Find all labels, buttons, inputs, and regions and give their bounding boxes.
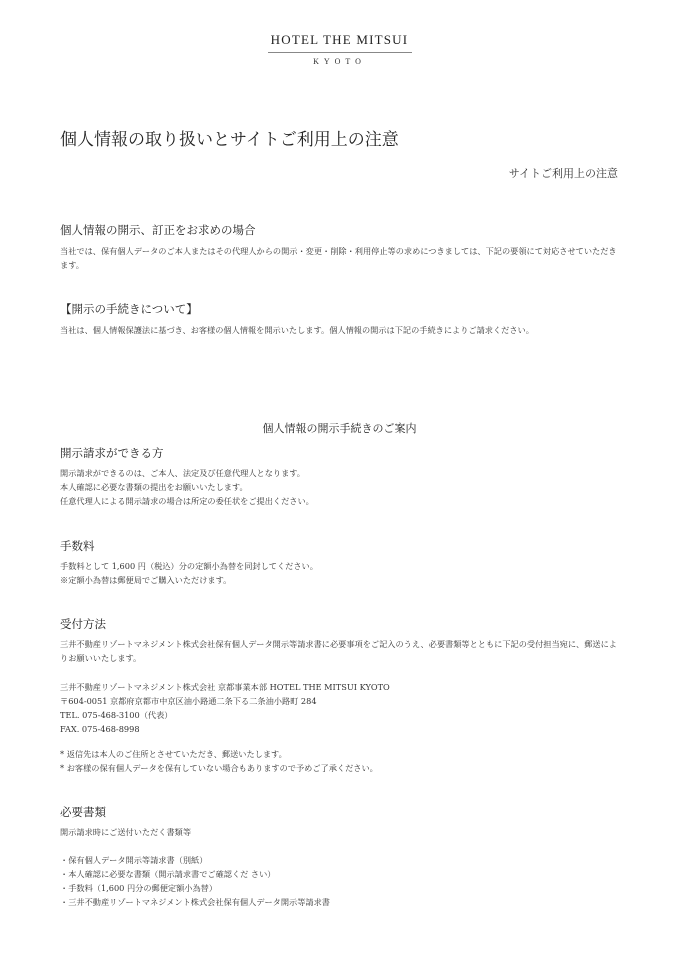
procedure-heading: 【開示の手続きについて】 [60,302,198,316]
who-line: 開示請求ができるのは、ご本人、法定及び任意代理人となります。 [60,468,305,478]
who-line: 本人確認に必要な書類の提出をお願いいたします。 [60,482,248,492]
page-subtitle: サイトご利用上の注意 [508,167,618,180]
procedure-body: 当社は、個人情報保護法に基づき、お客様の個人情報を開示いたします。個人情報の開示は下記の手続きによりご請求ください。 [60,325,534,335]
docs-intro: 開示請求時にご送付いただく書類等 [60,827,192,837]
disclosure-heading: 個人情報の開示、訂正をお求めの場合 [60,223,256,237]
address-line: FAX. 075-468-8998 [60,724,140,734]
page-title: 個人情報の取り扱いとサイトご利用上の注意 [60,130,399,150]
disclosure-body: 当社では、保有個人データのご本人またはその代理人からの開示・変更・削除・利用停止等の求めにつきましては、下記の要領にて対応させていただきます。 [60,246,617,270]
method-note: * 返信先は本人のご住所とさせていただき、郵送いたします。 [60,749,287,759]
docs-item: ・手数料（1,600 円分の郵便定額小為替） [60,883,218,893]
address-line: 三井不動産リゾートマネジメント株式会社 京都事業本部 HOTEL THE MITSUI KYOTO [60,682,390,692]
address-line: 〒604-0051 京都府京都市中京区油小路通二条下る二条油小路町 284 [60,696,317,706]
brand-divider [268,52,412,53]
brand-name: HOTEL THE MITSUI [270,32,409,47]
docs-item: ・保有個人データ開示等請求書（別紙） [60,855,208,865]
who-heading: 開示請求ができる方 [60,446,164,460]
docs-item: ・本人確認に必要な書類（開示請求書でご確認くだ さい） [60,869,276,879]
address-line: TEL. 075-468-3100（代表） [60,710,173,720]
brand-location: KYOTO [313,57,366,66]
docs-item: ・三井不動産リゾートマネジメント株式会社保有個人データ開示等請求書 [60,897,330,907]
method-body: 三井不動産リゾートマネジメント株式会社保有個人データ開示等請求書に必要事項をご記入のうえ、必要書類等とともに下記の受付担当宛に、郵送によりお願いいたします。 [60,639,617,663]
fee-line: ※定額小為替は郵便局でご購入いただけます。 [60,575,232,585]
method-heading: 受付方法 [60,617,106,631]
method-note: * お客様の保有個人データを保有していない場合もありますので予めご了承ください。 [60,763,378,773]
fee-line: 手数料として 1,600 円（税込）分の定額小為替を同封してください。 [60,561,318,571]
fee-heading: 手数料 [60,539,95,553]
docs-heading: 必要書類 [60,805,106,819]
guide-title: 個人情報の開示手続きのご案内 [262,422,417,435]
who-line: 任意代理人による開示請求の場合は所定の委任状をご提出ください。 [60,496,314,506]
